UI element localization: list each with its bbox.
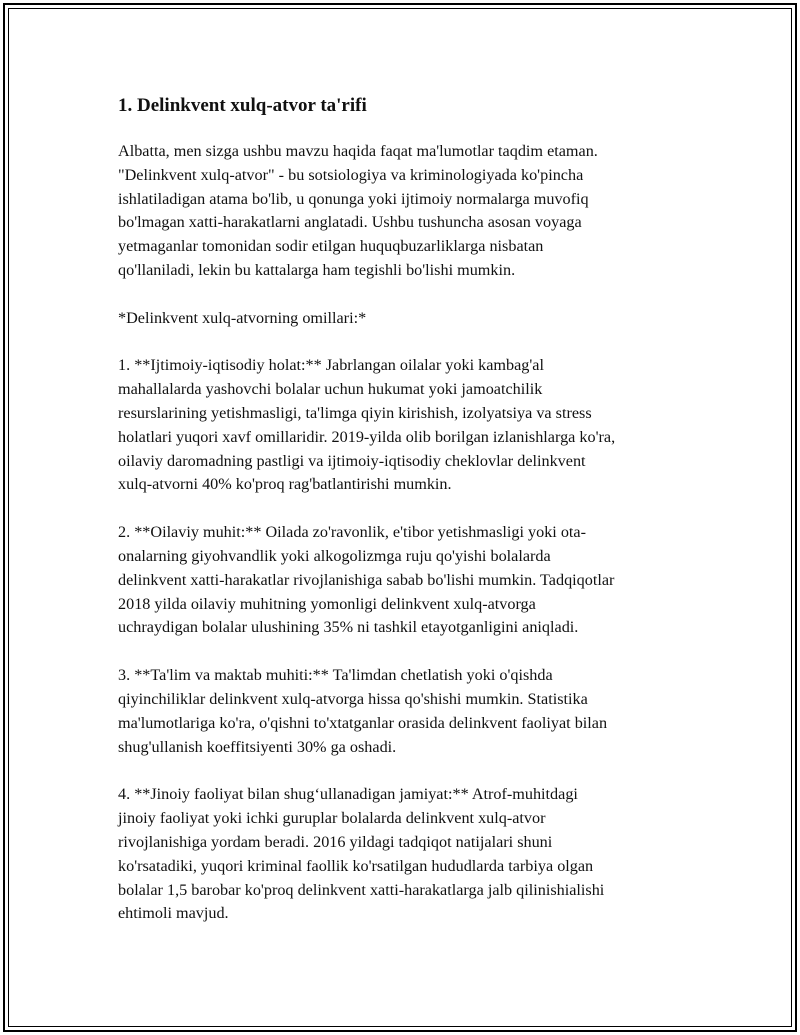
factor-socioeconomic-paragraph: 1. **Ijtimoiy-iqtisodiy holat:** Jabrlangan oilalar yoki kambag'al mahallalarda yashovchi bolalar uchun hukumat yoki jamoatchilik resurslarining yetishmasligi, ta'limga qiyin kirishish, izolyatsiya va stress holatlari yuqori xavf omillaridir. 2019-yilda olib borilgan izlanishlarga ko'ra, oilaviy daromadning pastligi va ijtimoiy-iqtisodiy cheklovlar delinkvent xulq-atvorni 40% ko'proq rag'batlantirishi mumkin. (118, 356, 616, 494)
factors-heading: *Delinkvent xulq-atvorning omillari:* (118, 308, 367, 327)
factor-education-paragraph: 3. **Ta'lim va maktab muhiti:** Ta'limdan chetlatish yoki o'qishda qiyinchiliklar delinkvent xulq-atvorga hissa qo'shishi mumkin. Statistika ma'lumotlariga ko'ra, o'qishni to'xtatganlar orasida delinkvent faoliyat bilan shug'ullanish koeffitsiyenti 30% ga oshadi. (118, 666, 608, 756)
factor-criminal-community-paragraph: 4. **Jinoiy faoliyat bilan shug‘ullanadigan jamiyat:** Atrof-muhitdagi jinoiy faoliyat yoki ichki guruplar bolalarda delinkvent xulq-atvor rivojlanishiga yordam beradi. 2016 yildagi tadqiqot natijalari shuni ko'rsatadiki, yuqori kriminal faollik ko'rsatilgan hududlarda tarbiya olgan bolalar 1,5 barobar ko'proq delinkvent xatti-harakatlarga jalb qilinishialishi ehtimoli mavjud. (118, 785, 605, 923)
document-body (118, 92, 693, 950)
factor-family-paragraph: 2. **Oilaviy muhit:** Oilada zo'ravonlik, e'tibor yetishmasligi yoki ota- onalarning giyohvandlik yoki alkogolizmga ruju qo'yishi bolalarda delinkvent xatti-harakatlar rivojlanishiga sabab bo'lishi mumkin. Tadqiqotlar 2018 yilda oilaviy muhitning yomonligi delinkvent xulq-atvorga uchraydigan bolalar ulushining 35% ni tashkil etayotganligini aniqladi. (118, 523, 615, 637)
document-title: 1. Delinkvent xulq-atvor ta'rifi (118, 95, 367, 116)
intro-paragraph: Albatta, men sizga ushbu mavzu haqida faqat ma'lumotlar taqdim etaman. "Delinkvent xulq-atvor" - bu sotsiologiya va kriminologiyada ko'pincha ishlatiladigan atama bo'lib, u qonunga yoki ijtimoiy normalarga muvofiq bo'lmagan xatti-harakatlarni anglatadi. Ushbu tushuncha asosan voyaga yetmaganlar tomonidan sodir etilgan huquqbuzarliklarga nisbatan qo'llaniladi, lekin bu kattalarga ham tegishli bo'lishi mumkin. (118, 142, 598, 279)
